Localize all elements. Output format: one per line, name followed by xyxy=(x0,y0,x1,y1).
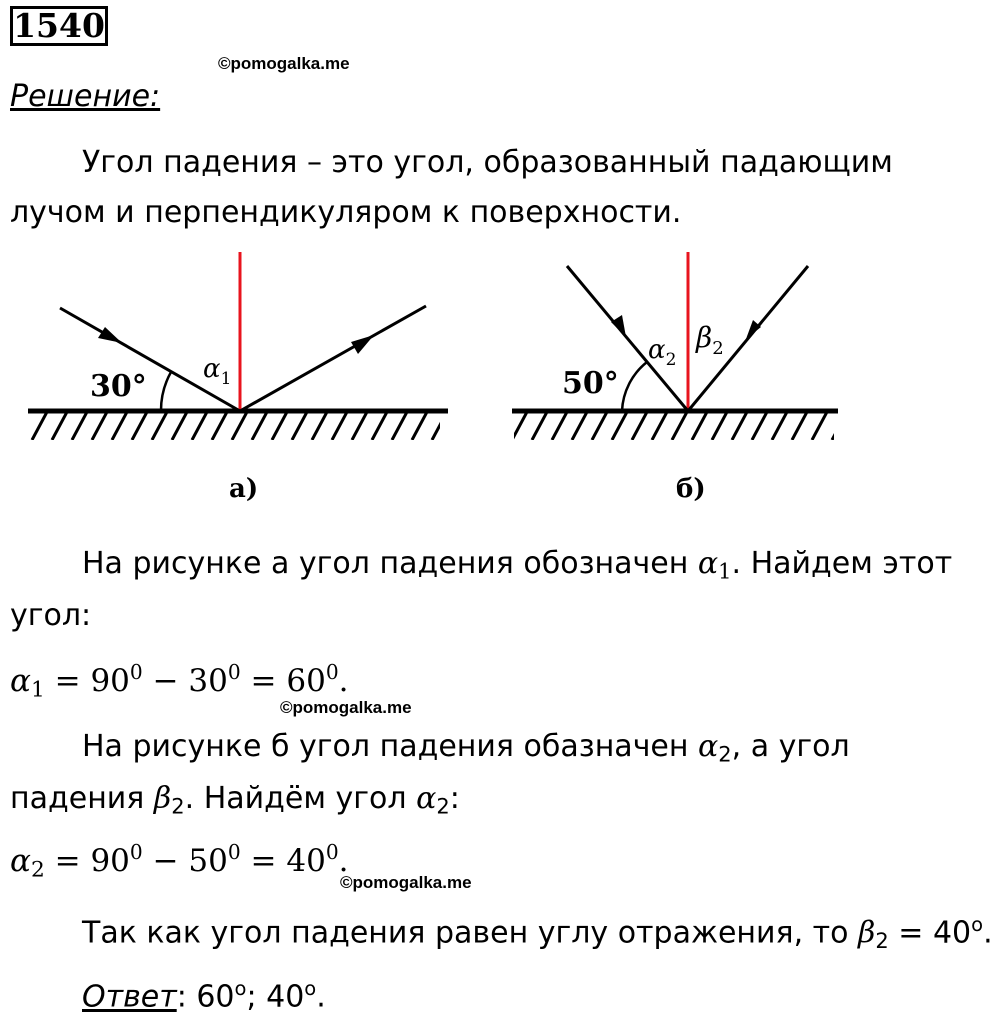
problem-number: 1540 xyxy=(10,6,108,46)
alpha1-label xyxy=(203,354,231,389)
eq1-b: 30 xyxy=(188,663,228,700)
answer-line xyxy=(82,970,326,1017)
eq1-b-deg: 0 xyxy=(227,660,241,684)
answer-text1: : 60 xyxy=(176,979,235,1015)
answer-text2: ; 40 xyxy=(246,979,305,1015)
reflected-ray-a xyxy=(240,306,426,411)
para3-alpha2-index: 2 xyxy=(436,794,450,819)
answer-text3: . xyxy=(316,979,326,1015)
reflection-figure xyxy=(0,240,960,510)
figure-a xyxy=(28,252,448,504)
angle-label-30: 30° xyxy=(90,369,147,404)
answer-deg2: o xyxy=(304,977,317,1000)
surface-hatching-a xyxy=(30,412,440,440)
para3-line2-text3: : xyxy=(449,781,460,816)
angle-arc-b xyxy=(622,362,647,411)
beta2-letter: β xyxy=(696,321,713,354)
para3-beta: β xyxy=(153,781,172,816)
para4-text1: Так как угол падения равен углу отражения, то xyxy=(82,915,859,951)
para3-line1 xyxy=(82,728,850,773)
alpha2-label xyxy=(648,335,676,370)
para1-line1: Угол падения – это угол, образованный падающим xyxy=(82,145,893,180)
surface-hatching-b xyxy=(514,412,834,440)
answer-label: Ответ xyxy=(82,979,177,1015)
watermark: ©pomogalka.me xyxy=(218,54,350,73)
para2-line1 xyxy=(82,545,952,590)
eq2-b-deg: 0 xyxy=(227,840,241,864)
eq1-result: 60 xyxy=(286,663,326,700)
eq2-lhs: α xyxy=(10,843,31,880)
eq2-result-deg: 0 xyxy=(325,840,339,864)
beta2-label xyxy=(695,321,724,359)
alpha2-letter: α xyxy=(648,335,666,365)
para4-text2: = 40 xyxy=(888,915,972,951)
para4-deg: o xyxy=(971,913,984,936)
watermark-2: ©pomogalka.me xyxy=(280,698,412,717)
reflected-arrow-a xyxy=(351,335,374,354)
para3-line2-text2: . Найдём угол xyxy=(184,781,417,816)
para3-beta-index: 2 xyxy=(171,794,185,819)
eq2-a-deg: 0 xyxy=(129,840,143,864)
solution-heading: Решение: xyxy=(10,79,161,114)
para4-text3: . xyxy=(983,915,993,951)
equation-1: $\alpha_1 = 90^0 - 30^0 = 60^0$. xyxy=(10,660,349,703)
para2-line2: угол: xyxy=(10,598,92,633)
para3-alpha2: α xyxy=(416,781,437,816)
incident-arrow-b xyxy=(611,315,626,337)
para1-line2: лучом и перпендикуляром к поверхности. xyxy=(10,195,682,230)
answer-deg1: o xyxy=(234,977,247,1000)
eq2-b: 50 xyxy=(188,843,228,880)
caption-b: б) xyxy=(676,474,706,504)
para4-line xyxy=(82,906,993,960)
figure-b xyxy=(512,252,838,504)
para2-text-before: На рисунке а угол падения обозначен xyxy=(82,546,698,581)
para3-alpha: α xyxy=(698,729,719,764)
beta2-index: 2 xyxy=(712,338,724,359)
eq1-lhs-index: 1 xyxy=(30,677,45,703)
para3-alpha-index: 2 xyxy=(718,742,732,767)
alpha2-index: 2 xyxy=(665,350,677,370)
para2-alpha-letter: α xyxy=(697,546,719,581)
equation-2: $\alpha_2 = 90^0 - 50^0 = 40^0$. xyxy=(10,840,349,883)
para2-alpha xyxy=(697,546,732,584)
incident-arrow-a xyxy=(98,327,122,343)
angle-arc-a xyxy=(161,372,171,411)
eq1-a: 90 xyxy=(90,663,130,700)
eq1-lhs: α xyxy=(10,663,31,700)
para4-beta: β xyxy=(858,915,876,951)
eq2-result: 40 xyxy=(286,843,326,880)
eq2-lhs-index: 2 xyxy=(30,857,45,883)
alpha1-letter: α xyxy=(203,354,221,384)
para3-line2-text1: падения xyxy=(10,781,154,816)
reflected-arrow-b xyxy=(746,320,761,339)
eq1-a-deg: 0 xyxy=(129,660,143,684)
para3-line2 xyxy=(10,780,460,825)
watermark-3: ©pomogalka.me xyxy=(340,873,472,892)
para2-text-after: . Найдем этот xyxy=(731,546,953,581)
alpha1-index: 1 xyxy=(220,369,232,389)
para2-alpha-index: 1 xyxy=(718,559,732,584)
para4-beta-index: 2 xyxy=(875,928,889,953)
caption-a: а) xyxy=(229,474,259,504)
eq1-result-deg: 0 xyxy=(325,660,339,684)
para3-text1: На рисунке б угол падения обазначен xyxy=(82,729,699,764)
angle-label-50: 50° xyxy=(562,366,619,401)
eq2-a: 90 xyxy=(90,843,130,880)
para3-text2: , а угол xyxy=(731,729,850,764)
